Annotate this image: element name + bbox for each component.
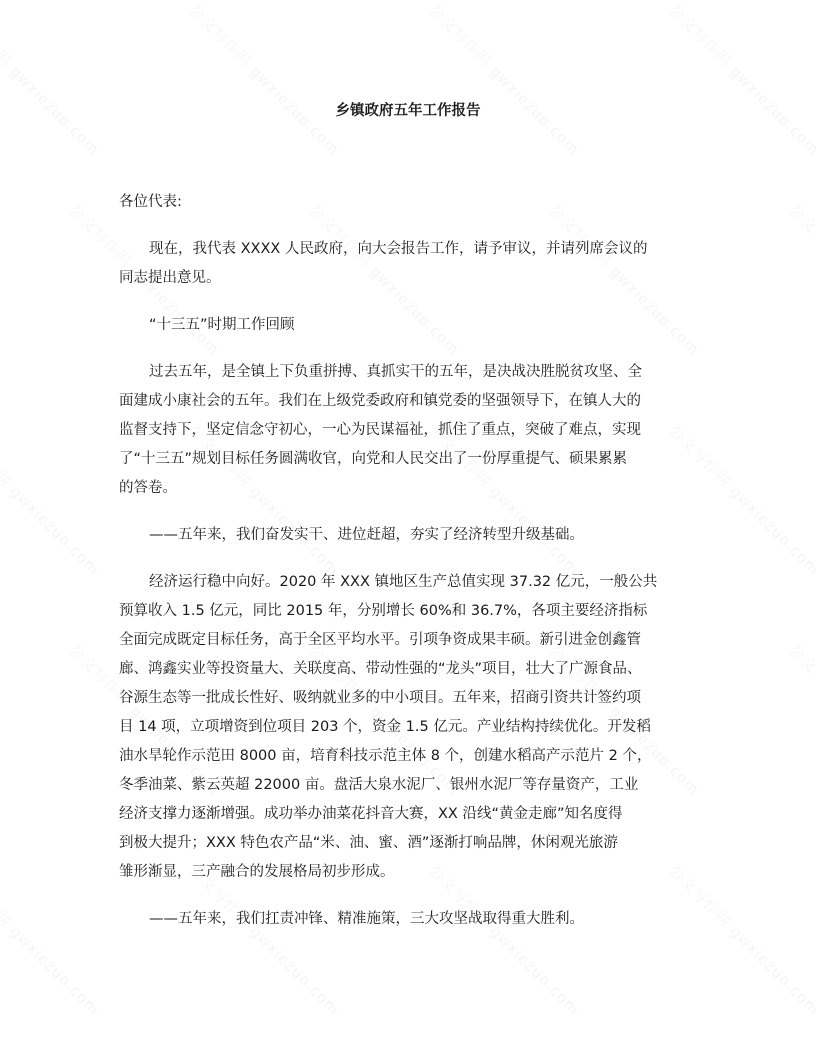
watermark-text	[425, 0, 585, 160]
paragraph-line: 冬季油菜、紫云英超 22000 亩。盘活大泉水泥厂、银州水泥厂等存量资产，工业	[119, 777, 639, 793]
watermark-text	[185, 0, 345, 160]
watermark-text	[0, 420, 105, 580]
paragraph-line: 面建成小康社会的五年。我们在上级党委政府和镇党委的坚强领导下，在镇人大的	[119, 393, 641, 409]
paragraph-line: 了“十三五”规划目标任务圆满收官，向党和人民交出了一份厚重提气、硕果累累	[119, 451, 628, 467]
paragraph	[119, 521, 707, 550]
paragraph-gap	[119, 887, 707, 905]
watermark-text	[0, 0, 105, 160]
paragraph-gap	[119, 293, 707, 311]
paragraph	[119, 311, 707, 340]
paragraph-line: 预算收入 1.5 亿元，同比 2015 年，分别增长 60%和 36.7%，各项主要经济指标	[119, 603, 648, 619]
watermark-text	[785, 200, 816, 360]
paragraph-line: 监督支持下，坚定信念守初心，一心为民谋福祉，抓住了重点，突破了难点，实现	[119, 422, 641, 438]
document-body	[119, 188, 707, 934]
paragraph-line: 的答卷。	[119, 480, 177, 496]
paragraph-gap	[119, 340, 707, 358]
salutation: 各位代表:	[119, 194, 182, 210]
paragraph-gap	[119, 550, 707, 568]
paragraph-line: “十三五”时期工作回顾	[149, 317, 295, 333]
watermark-text	[785, 640, 816, 800]
watermark-text	[665, 0, 816, 160]
paragraph-line: ——五年来，我们扛责冲锋、精准施策，三大攻坚战取得重大胜利。	[149, 911, 584, 927]
paragraph	[119, 905, 707, 934]
paragraph-line: 过去五年，是全镇上下负重拼搏、真抓实干的五年，是决战决胜脱贫攻坚、全	[149, 364, 642, 380]
paragraph-line: 现在，我代表 XXXX 人民政府，向大会报告工作，请予审议，并请列席会议的	[149, 241, 648, 257]
paragraph-line: 雏形渐显，三产融合的发展格局初步形成。	[119, 864, 395, 880]
paragraph-line: 到极大提升；XXX 特色农产品“米、油、蜜、酒”逐渐打响品牌，休闲观光旅游	[119, 835, 618, 851]
paragraph-line: 目 14 项，立项增资到位项目 203 个，资金 1.5 亿元。产业结构持续优化。开发稻	[119, 719, 651, 735]
paragraph-line: ——五年来，我们奋发实干、进位赶超，夯实了经济转型升级基础。	[149, 527, 584, 543]
paragraph-line: 全面完成既定目标任务，高于全区平均水平。引项争资成果丰硕。新引进金创鑫管	[119, 632, 641, 648]
paragraph-line: 经济支撑力逐渐增强。成功举办油菜花抖音大赛，XX 沿线“黄金走廊”知名度得	[119, 806, 623, 822]
paragraph-line: 谷源生态等一批成长性好、吸纳就业多的中小项目。五年来，招商引资共计签约项	[119, 690, 641, 706]
paragraph	[119, 235, 707, 293]
paragraph	[119, 568, 707, 887]
paragraph-gap	[119, 503, 707, 521]
watermark-text	[0, 860, 105, 1020]
paragraph-line: 同志提出意见。	[119, 270, 221, 286]
paragraph-line: 廊、鸿鑫实业等投资量大、关联度高、带动性强的“龙头”项目，壮大了广源食品、	[119, 661, 642, 677]
paragraph-line: 经济运行稳中向好。2020 年 XXX 镇地区生产总值实现 37.32 亿元，一般公共	[149, 574, 658, 590]
document-title: 乡镇政府五年工作报告	[335, 103, 481, 119]
paragraph-gap	[119, 217, 707, 235]
paragraph	[119, 358, 707, 503]
paragraph-line: 油水旱轮作示范田 8000 亩，培育科技示范主体 8 个，创建水稻高产示范片 2 个，	[119, 748, 652, 764]
